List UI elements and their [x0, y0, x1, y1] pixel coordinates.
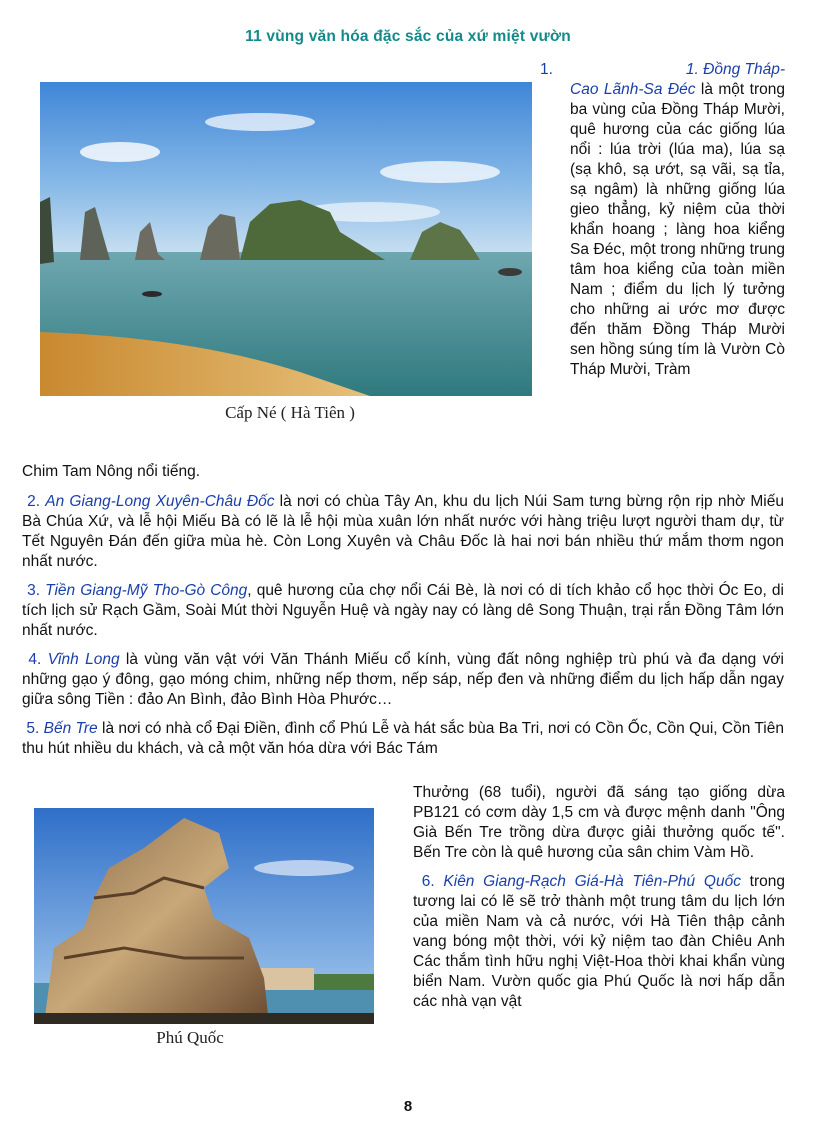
right-column-block: [413, 783, 785, 1012]
section-4-num: 4.: [28, 651, 42, 668]
page-title: 11 vùng văn hóa đặc sắc của xứ miệt vườn: [245, 28, 571, 45]
section-3-num: 3.: [27, 582, 41, 599]
section-3-name: Tiền Giang-Mỹ Tho-Gò Công: [45, 582, 248, 599]
section-4-name: Vĩnh Long: [47, 651, 120, 668]
section-3: [22, 581, 784, 641]
section-2-text: là nơi có chùa Tây An, khu du lịch Núi Sam tưng bừng rộn rịp nhờ Miếu Bà Chúa Xứ, và lễ hội Miếu Bà có lẽ là lễ hội mùa xuân lớn nhất nước với hàng triệu lượt người tham dự, từ Tết Nguyên Đán đến giữa mùa hè. Còn Long Xuyên và Châu Đốc là hai nơi bán nhiều thứ mắm thơm ngon nhất nước.: [22, 493, 784, 570]
section-5-continued: Thưởng (68 tuổi), người đã sáng tạo giống dừa PB121 có cơm dày 1,5 cm và được mệnh danh "Ông Già Bến Tre trồng dừa được giải thưởng quốc tế". Bến Tre còn là quê hương của sân chim Vàm Hồ.: [413, 784, 785, 861]
section-5-name: Bến Tre: [43, 720, 98, 737]
section-2-name: An Giang-Long Xuyên-Châu Đốc: [45, 493, 275, 510]
section-5-num: 5.: [26, 720, 40, 737]
phu-quoc-photo: [34, 808, 374, 1024]
section-5: [22, 719, 784, 759]
section-4-text: là vùng văn vật với Văn Thánh Miếu cổ kính, vùng đất nông nghiệp trù phú và đa dạng với những gạo ý đông, gạo móng chim, những nếp thơm, nếp sáp, nếp đen và những điểm du lịch hấp dẫn ngay giữa sông Tiền : đảo An Bình, đảo Bình Hòa Phước…: [22, 651, 785, 708]
section-6-text: trong tương lai có lẽ sẽ trở thành một trung tâm du lịch lớn của miền Nam và cả nước, với Hà Tiên thập cảnh vang bóng một thời, với kỷ niệm tao đàn Chiêu Anh Các thắm tình hữu nghị Việt-Hoa thời khai khẩn vùng biển Nam. Vườn quốc gia Phú Quốc là nơi hấp dẫn các nhà vạn vật: [413, 873, 786, 1010]
section-4: [22, 650, 784, 710]
cap-ne-caption: Cấp Né ( Hà Tiên ): [225, 403, 355, 422]
phu-quoc-caption: Phú Quốc: [156, 1028, 224, 1047]
section-1-side: 1. 1. Đồng Tháp- Cao Lãnh-Sa Đéc là một trong ba vùng của Đồng Tháp Mười, quê hương của các giống lúa nổi : lúa trời (lúa ma), lúa sạ (sạ khô, sạ ướt, sạ vãi, sạ tỉa, sạ ngâm) là những giống lúa gieo thẳng, kỷ niệm của thời khẩn hoang ; làng hoa kiểng Sa Đéc, một trong những trung tâm hoa kiểng của toàn miền Nam ; điểm du lịch lý tưởng cho những ai ước mơ được đến thăm Đồng Tháp Mười sen hồng súng tím là Vườn Cò Tháp Mười, Tràm: [540, 61, 785, 378]
section-1-num: 1.: [685, 61, 699, 78]
section-6-num: 6.: [421, 873, 435, 890]
section-2-num: 2.: [27, 493, 41, 510]
list-marker: 1.: [540, 61, 553, 78]
section-1-text: là một trong ba vùng của Đồng Tháp Mười, quê hương của các giống lúa nổi : lúa trời (lúa ma), lúa sạ (sạ khô, sạ ướt, sạ vãi, sạ tỉa, sạ ngâm) là những giống lúa gieo thẳng, kỷ niệm của thời khẩn hoang ; làng hoa kiểng Sa Đéc, một trong những trung tâm hoa kiểng của toàn miền Nam ; điểm du lịch lý tưởng cho những ai ước mơ được đến thăm Đồng Tháp Mười sen hồng súng tím là Vườn Cò Tháp Mười, Tràm: [570, 81, 785, 378]
main-text-block: [22, 492, 784, 759]
section-2: [22, 492, 784, 572]
section-6: [413, 872, 785, 1012]
section-1-tail: Chim Tam Nông nổi tiếng.: [22, 463, 201, 480]
cap-ne-photo: [40, 82, 532, 396]
page-number: 8: [403, 1098, 413, 1115]
section-6-name: Kiên Giang-Rạch Giá-Hà Tiên-Phú Quốc: [443, 873, 741, 890]
section-5-text: là nơi có nhà cổ Đại Điền, đình cổ Phú Lễ và hát sắc bùa Ba Tri, nơi có Cồn Ốc, Cồn Qui, Cồn Tiên thu hút nhiều du khách, và cả một văn hóa dừa với Bác Tám: [22, 720, 784, 757]
section-3-text: , quê hương của chợ nổi Cái Bè, là nơi có di tích khảo cổ học thời Óc Eo, di tích lịch sử Rạch Gầm, Soài Mút thời Nguyễn Huệ và ngày nay có làng dê Song Thuận, trại rắn Đồng Tâm lớn nhất nước.: [22, 582, 784, 639]
section-1-name-rest: Cao Lãnh-Sa Đéc: [570, 81, 696, 98]
